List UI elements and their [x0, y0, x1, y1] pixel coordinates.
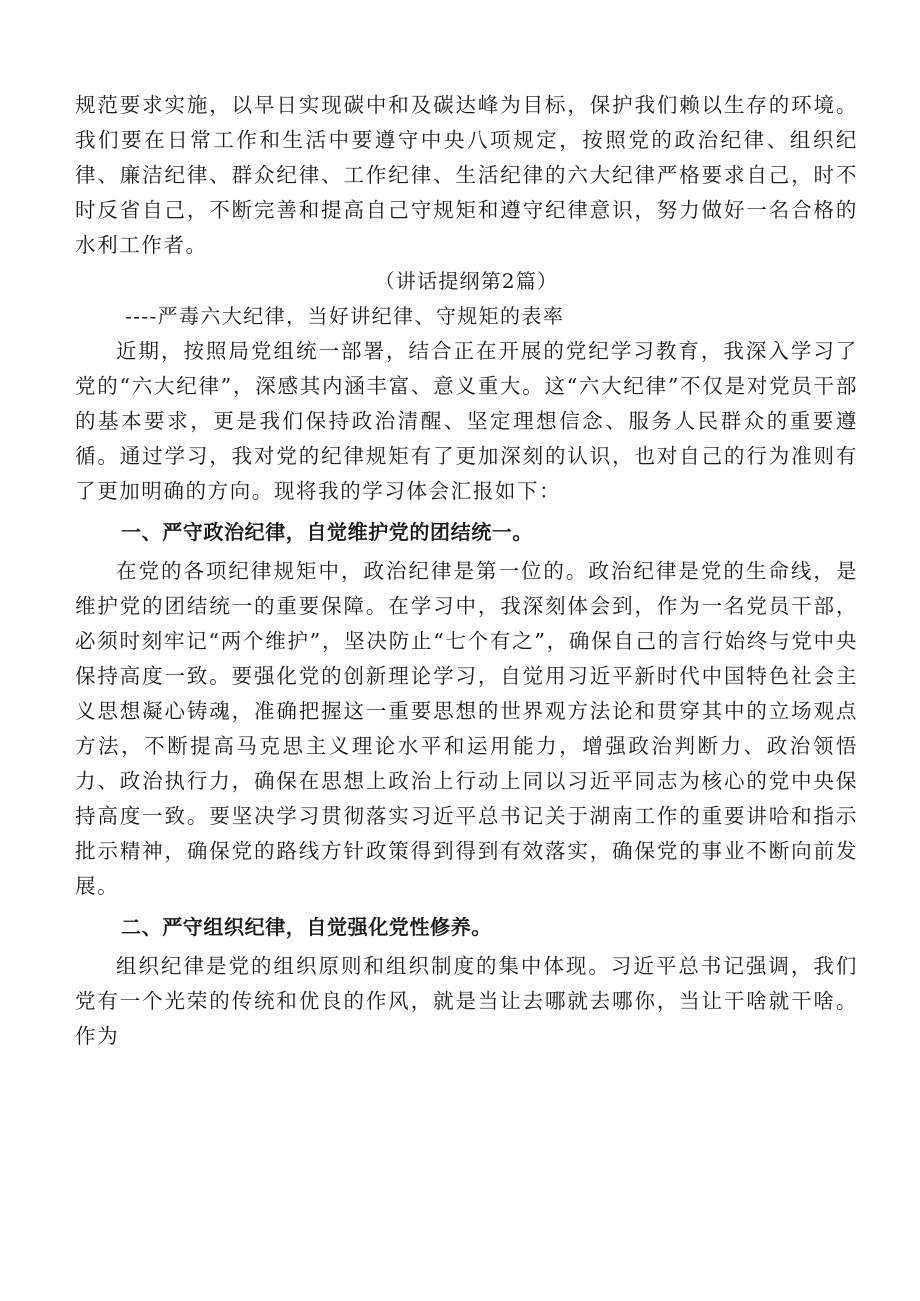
heading-political-discipline: 一、严守政治纪律，自觉维护党的团结统一。 [121, 520, 533, 544]
heading-organizational-discipline: 二、严守组织纪律，自觉强化党性修养。 [121, 915, 492, 939]
body-political-discipline: 在党的各项纪律规矩中，政治纪律是第一位的。政治纪律是党的生命线，是维护党的团结统一的重要保障。在学习中，我深刻体会到，作为一名党员干部，必须时刻牢记“两个维护”，坚决防止“七个有之”，确保自己的言行始终与党中央保持高度一致。要强化党的创新理论学习，自觉用习近平新时代中国特色社会主义思想凝心铸魂，准确把握这一重要思想的世界观方法论和贯穿其中的立场观点方法，不断提高马克思主义理论水平和运用能力，增强政治判断力、政治领悟力、政治执行力，确保在思想上政治上行动上同以习近平同志为核心的党中央保持高度一致。要坚决学习贯彻落实习近平总书记关于湖南工作的重要讲哈和指示批示精神，确保党的路线方针政策得到得到有效落实，确保党的事业不断向前发展。 [75, 559, 858, 898]
section-tagline: ----严毒六大纪律，当好讲纪律、守规矩的表率 [125, 304, 565, 328]
body-organizational-discipline: 组织纪律是党的组织原则和组织制度的集中体现。习近平总书记强调，我们党有一个光荣的传统和优良的作风，就是当让去哪就去哪你，当让干啥就干啥。作为 [75, 954, 858, 1048]
continued-paragraph: 规范要求实施，以早日实现碳中和及碳达峰为目标，保护我们赖以生存的环境。我们要在日常工作和生活中要遵守中央八项规定，按照党的政治纪律、组织纪律、廉洁纪律、群众纪律、工作纪律、生活纪律的六大纪律严格要求自己，时不时反省自己，不断完善和提高自己守规矩和遵守纪律意识，努力做好一名合格的水利工作者。 [75, 93, 858, 257]
section-subtitle: （讲话提纲第2篇） [374, 269, 559, 293]
intro-paragraph: 近期，按照局党组统一部署，结合正在开展的党纪学习教育，我深入学习了党的“六大纪律”，深感其内涵丰富、意义重大。这“六大纪律”不仅是对党员干部的基本要求，更是我们保持政治清醒、坚定理想信念、服务人民群众的重要遵循。通过学习，我对党的纪律规矩有了更加深刻的认识，也对自己的行为准则有了更加明确的方向。现将我的学习体会汇报如下： [75, 339, 858, 503]
